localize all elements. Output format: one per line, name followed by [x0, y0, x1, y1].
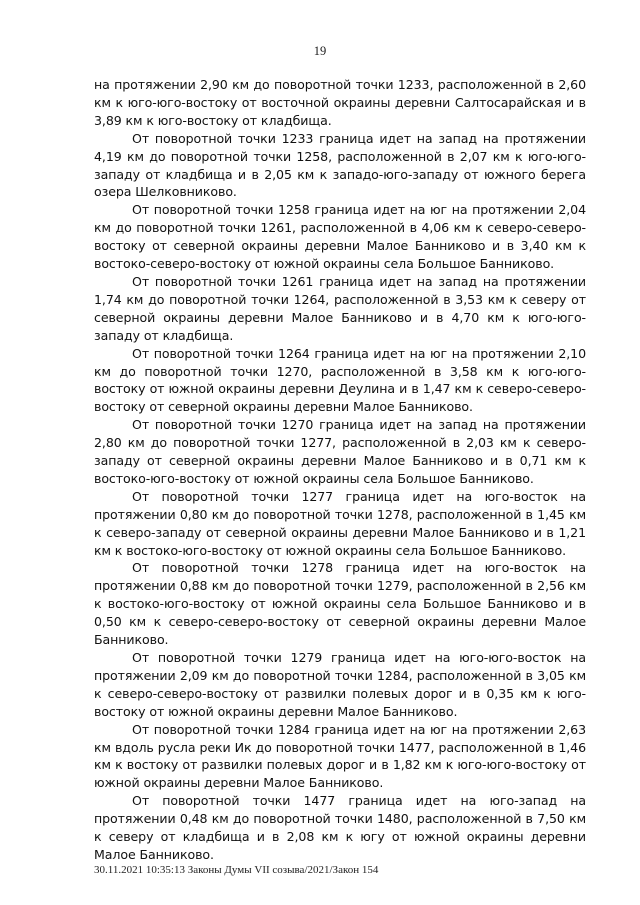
- paragraph: От поворотной точки 1264 граница идет на юг на протяжении 2,10 км до поворотной точки 1270, расположенной в 3,58 км к юго-юго-востоку от южной окраины деревни Деулина и в 1,47 км к северо-северо-востоку от северной окраины деревни Малое Банниково.: [94, 345, 586, 415]
- paragraph: От поворотной точки 1477 граница идет на юго-запад на протяжении 0,48 км до поворотной точки 1480, расположенной в 7,50 км к северу от кладбища и в 2,08 км к югу от южной окраины деревни Малое Банниково.: [94, 793, 586, 862]
- paragraph: От поворотной точки 1258 граница идет на юг на протяжении 2,04 км до поворотной точки 1261, расположенной в 4,06 км к северо-северо-востоку от северной окраины деревни Малое Банниково и в 3,40 км к востоко-северо-востоку от южной окраины села Большое Банниково.: [94, 202, 586, 272]
- paragraph: От поворотной точки 1279 граница идет на юго-юго-восток на протяжении 2,09 км до поворотной точки 1284, расположенной в 3,05 км к северо-северо-востоку от развилки полевых дорог и в 0,35 км к юго-востоку от южной окраины деревни Малое Банниково.: [94, 650, 586, 719]
- page-number: 19: [313, 44, 327, 58]
- paragraph: От поворотной точки 1284 граница идет на юг на протяжении 2,63 км вдоль русла реки Ик до поворотной точки 1477, расположенной в 1,46 км к востоку от развилки полевых дорог и в 1,82 км к юго-юго-востоку от южной окраины деревни Малое Банниково.: [94, 721, 586, 791]
- paragraph: От поворотной точки 1278 граница идет на юго-восток на протяжении 0,88 км до поворотной точки 1279, расположенной в 2,56 км к востоко-юго-востоку от южной окраины села Большое Банниково и в 0,50 км к северо-северо-востоку от северной окраины деревни Малое Банниково.: [94, 560, 586, 648]
- document-body: [94, 76, 586, 864]
- paragraph-continuation: на протяжении 2,90 км до поворотной точки 1233, расположенной в 2,60 км к юго-юго-востоку от восточной окраины деревни Салтосарайская и в 3,89 км к юго-востоку от кладбища.: [94, 77, 586, 128]
- paragraph: От поворотной точки 1270 граница идет на запад на протяжении 2,80 км до поворотной точки 1277, расположенной в 2,03 км к северо-западу от северной окраины деревни Малое Банниково и в 0,71 км к востоко-юго-востоку от южной окраины села Большое Банниково.: [94, 417, 586, 486]
- paragraph: От поворотной точки 1277 граница идет на юго-восток на протяжении 0,80 км до поворотной точки 1278, расположенной в 1,45 км к северо-западу от северной окраины деревни Малое Банниково и в 1,21 км к востоко-юго-востоку от южной окраины села Большое Банниково.: [94, 488, 586, 558]
- paragraph: От поворотной точки 1261 граница идет на запад на протяжении 1,74 км до поворотной точки 1264, расположенной в 3,53 км к северу от северной окраины деревни Малое Банниково и в 4,70 км к юго-юго-западу от кладбища.: [94, 273, 586, 343]
- footer-stamp: 30.11.2021 10:35:13 Законы Думы VII созыва/2021/Закон 154: [94, 864, 379, 876]
- paragraph: От поворотной точки 1233 граница идет на запад на протяжении 4,19 км до поворотной точки 1258, расположенной в 2,07 км к юго-юго-западу от кладбища и в 2,05 км к западо-юго-западу от южного берега озера Шелковниково.: [94, 130, 586, 200]
